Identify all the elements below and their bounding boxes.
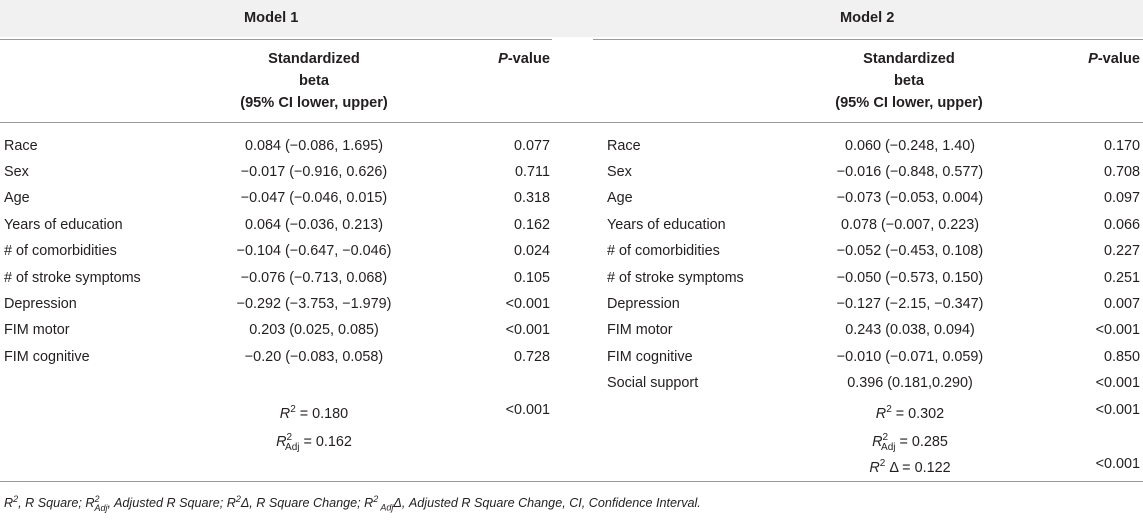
model-2-pvalue-header: P-value (1088, 51, 1140, 67)
results-table: Model 1 Model 2 Standardized beta (95% CI lower, upper) P-value Standardized beta (95% CI lower, upper) P-value Race 0.084 (−0.086, 1.695) 0.077 Sex −0.017 (−0.916, 0.626) 0.711 Age −0.047 (−0.046, 0.015) 0.318 Years of education 0.064 (−0.036, 0.213) 0.162 # of comorbidities −0.104 (−0.647, −0.046) 0.024 # of stroke symptoms −0.076 (−0.713, 0.068) 0.105 Depression −0.292 (−3.753, −1.979) <0.001 FIM motor 0.203 (0.025, 0.085) <0.001 FIM cognitive −0.20 (−0.083, 0.058) 0.728 $R^2 = 0.180$ <0.001 $R^2_{Adj} = 0.162$ Race 0.060 (−0.248, 1.40) 0.170 Sex −0.016 (−0.848, 0.577) 0.708 Age −0.073 (−0.053, 0.004) 0.097 Years of education 0.078 (−0.007, 0.223) 0.066 # of comorbidities −0.052 (−0.453, 0.108) 0.227 # of stroke symptoms −0.050 (−0.573, 0.150) 0.251 Depression −0.127 (−2.15, −0.347) 0.007 FIM motor 0.243 (0.038, 0.094) <0.001 FIM cognitive −0.010 (−0.071, 0.059) 0.850 Social support 0.396 (0.181,0.290) <0.001 $R^2 = 0.302$ <0.001 $R^2_{Adj} = 0.285$ $R^2$ Δ = 0.122 <0.001 $R^2$, R Square; $R^2_{Adj}$, Adjusted R Square; $R^2\Delta$, R Square Change; $R^2$ $_{Adj}$Δ, Adjusted R Square Change, CI, Confidence Interval. (0, 0, 1143, 520)
table-header-band (0, 0, 1143, 37)
model-2-title: Model 2 (840, 10, 895, 26)
bottom-rule (0, 481, 1143, 482)
header-rule (0, 122, 1143, 123)
model-2-beta-header: Standardized beta (95% CI lower, upper) (835, 51, 983, 111)
model-1-rule (0, 39, 552, 40)
model-1-beta-header: Standardized beta (95% CI lower, upper) (240, 51, 388, 111)
model-2-rule (593, 39, 1143, 40)
model-1-title: Model 1 (244, 10, 299, 26)
model-1-pvalue-header: P-value (498, 51, 550, 67)
table-footnote: $R^2$, R Square; $R^2_{Adj}$, Adjusted R Square; $R^2\Delta$, R Square Change; $R^2$ $_{Adj}$Δ, Adjusted R Square Change, CI, Confidence Interval. (4, 494, 701, 513)
